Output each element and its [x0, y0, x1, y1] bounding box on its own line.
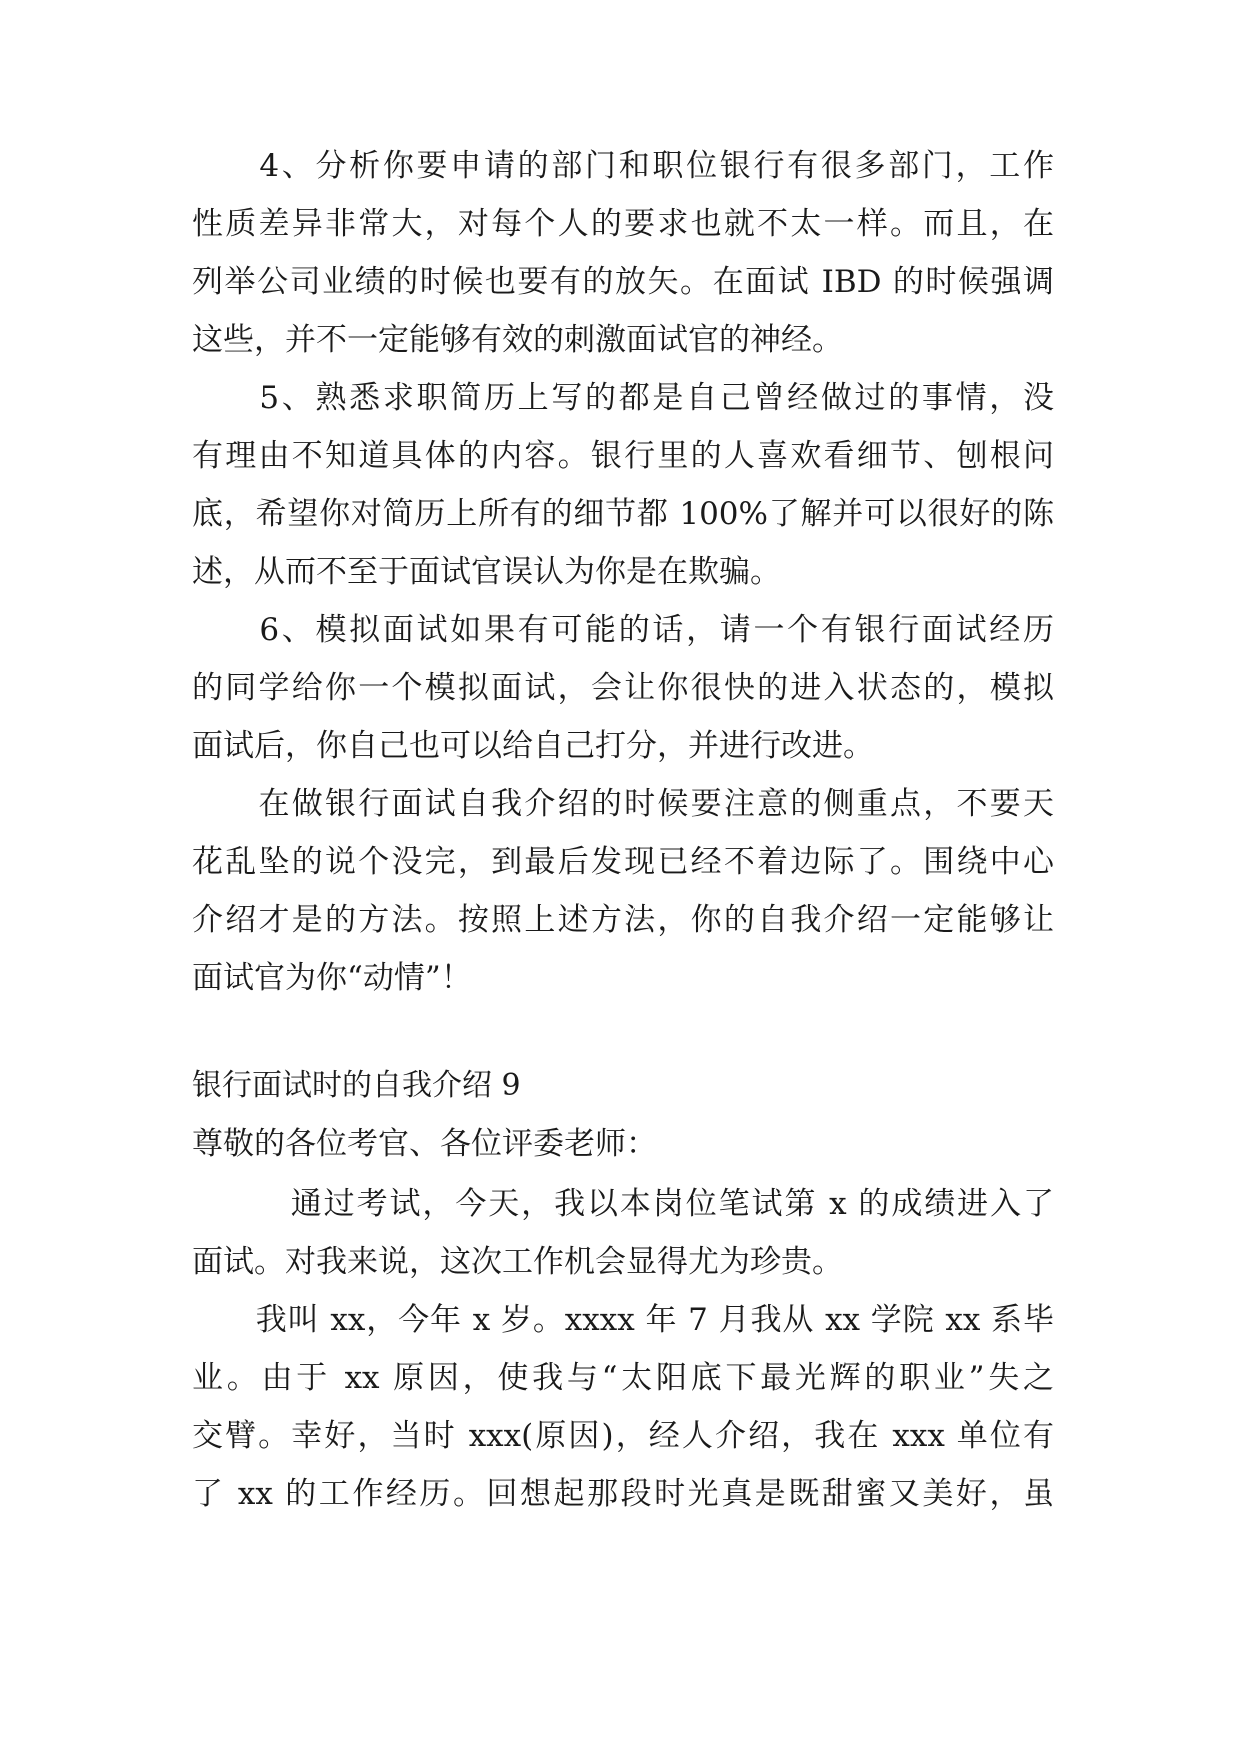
text-line: 面试官为你“动情”！ — [192, 960, 472, 996]
text-line: 底，希望你对简历上所有的细节都 100%了解并可以很好的陈 — [192, 496, 1054, 532]
text-line: 面试。对我来说，这次工作机会显得尤为珍贵。 — [192, 1244, 843, 1280]
text-line: 介绍才是的方法。按照上述方法，你的自我介绍一定能够让 — [192, 902, 1054, 938]
text-line: 通过考试，今天，我以本岗位笔试第 x 的成绩进入了 — [192, 1186, 1054, 1222]
text-line: 面试后，你自己也可以给自己打分，并进行改进。 — [192, 728, 874, 764]
text-line: 这些，并不一定能够有效的刺激面试官的神经。 — [192, 322, 843, 358]
text-line: 6、模拟面试如果有可能的话，请一个有银行面试经历 — [192, 612, 1054, 648]
text-line: 了 xx 的工作经历。回想起那段时光真是既甜蜜又美好，虽 — [192, 1476, 1054, 1512]
text-line: 4、分析你要申请的部门和职位银行有很多部门，工作 — [192, 148, 1054, 184]
text-line: 列举公司业绩的时候也要有的放矢。在面试 IBD 的时候强调 — [192, 264, 1054, 300]
text-line: 性质差异非常大，对每个人的要求也就不太一样。而且，在 — [192, 206, 1054, 242]
text-line: 述，从而不至于面试官误认为你是在欺骗。 — [192, 554, 781, 590]
text-line: 我叫 xx，今年 x 岁。xxxx 年 7 月我从 xx 学院 xx 系毕 — [192, 1302, 1054, 1338]
salutation-line: 尊敬的各位考官、各位评委老师： — [192, 1126, 657, 1162]
text-line: 有理由不知道具体的内容。银行里的人喜欢看细节、刨根问 — [192, 438, 1054, 474]
text-line: 5、熟悉求职简历上写的都是自己曾经做过的事情，没 — [192, 380, 1054, 416]
text-line: 的同学给你一个模拟面试，会让你很快的进入状态的，模拟 — [192, 670, 1054, 706]
text-line: 花乱坠的说个没完，到最后发现已经不着边际了。围绕中心 — [192, 844, 1054, 880]
text-line: 交臂。幸好，当时 xxx(原因)，经人介绍，我在 xxx 单位有 — [192, 1418, 1054, 1454]
text-line: 在做银行面试自我介绍的时候要注意的侧重点，不要天 — [192, 786, 1054, 822]
text-line: 业。由于 xx 原因，使我与“太阳底下最光辉的职业”失之 — [192, 1360, 1054, 1396]
section-heading: 银行面试时的自我介绍 9 — [192, 1068, 521, 1103]
